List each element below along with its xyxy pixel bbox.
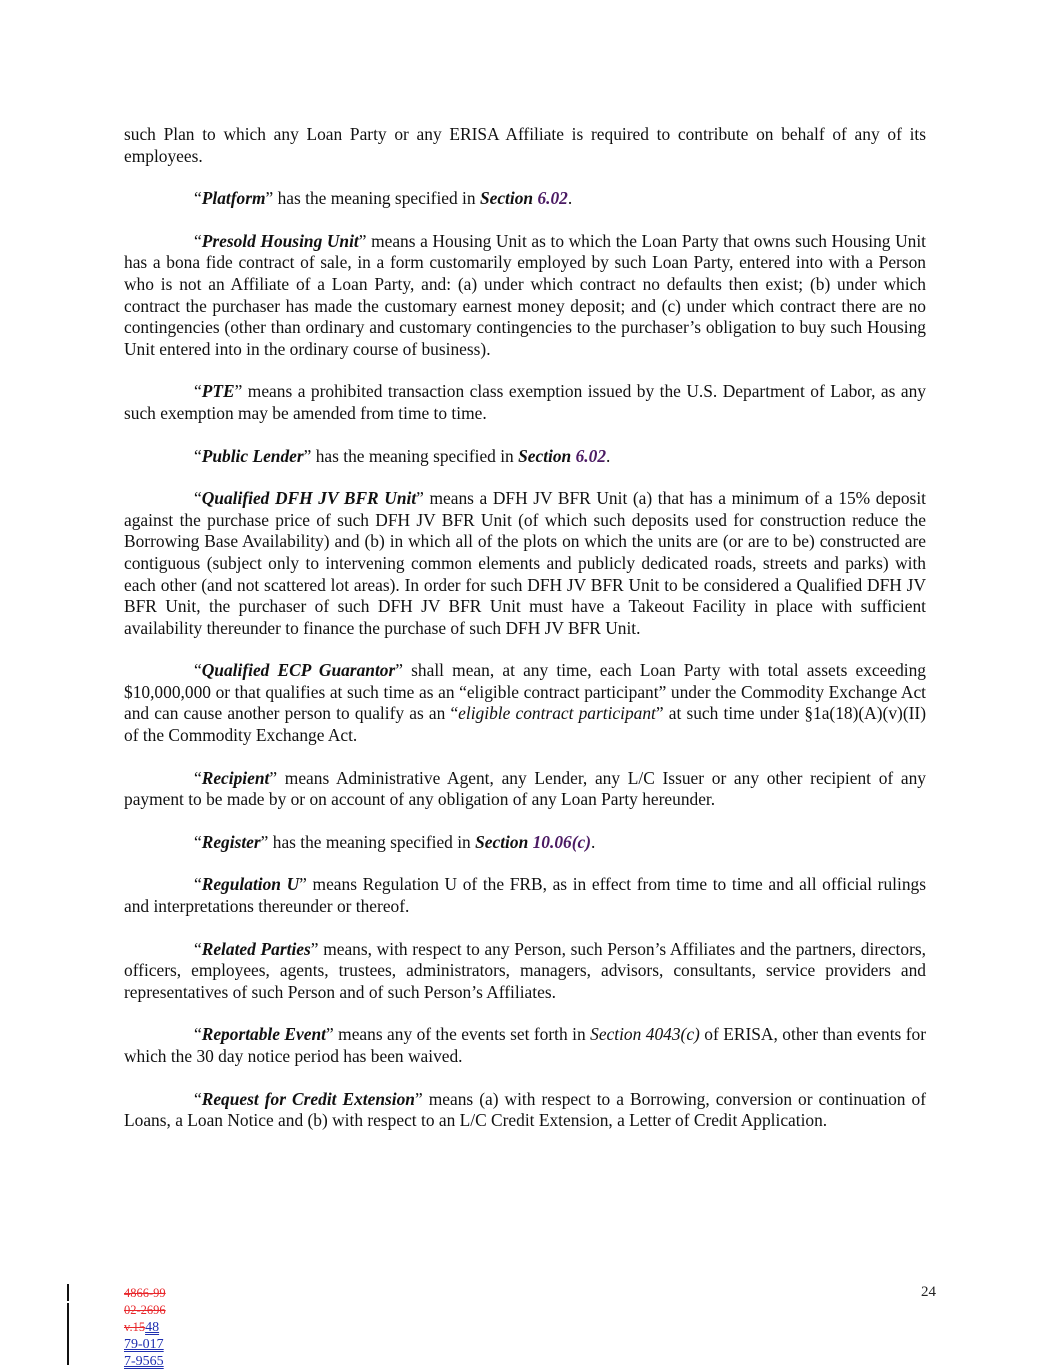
definition-presold-housing-unit: “Presold Housing Unit” means a Housing Unit as to which the Loan Party that owns such Housing Unit has a bona fide contract of sale, in a form customarily employed by such Loan Party, entered into with a Person who is not an Affiliate of a Loan Party, and: (a) under which contract no defaults then exist; (b) under which contract the purchaser has made the customary earnest money deposit; and (c) under which contract there are no contingencies (other than ordinary and customary contingencies to the purchaser’s obligation to buy such Housing Unit entered into in the ordinary course of business).: [124, 230, 926, 359]
italic-phrase: eligible contract participant: [458, 703, 656, 724]
section-reference-label: Section: [475, 831, 533, 852]
definition-related-parties: “Related Parties” means, with respect to any Person, such Person’s Affiliates and the partners, directors, officers, employees, agents, trustees, administrators, managers, advisors, consultants, service providers and representatives of such Person and of such Person’s Affiliates.: [124, 938, 926, 1002]
defined-term: Related Parties: [201, 938, 311, 959]
defined-term: Request for Credit Extension: [201, 1088, 415, 1109]
revision-change-bar: [67, 1303, 69, 1365]
deleted-doc-id-text: v.15: [124, 1320, 146, 1334]
definition-request-for-credit-extension: “Request for Credit Extension” means (a) with respect to a Borrowing, conversion or continuation of Loans, a Loan Notice and (b) with respect to an L/C Credit Extension, a Letter of Credit Application.: [124, 1088, 926, 1131]
defined-term: PTE: [201, 381, 235, 402]
section-link[interactable]: 10.06(c): [532, 831, 592, 852]
deleted-doc-id-text: 02-2696: [124, 1303, 166, 1317]
inserted-doc-id-text: 79-017: [124, 1337, 164, 1352]
document-id-redline: [124, 1285, 166, 1370]
revision-change-bar-top: [67, 1284, 69, 1301]
section-reference-label: Section: [479, 188, 538, 209]
italic-section-reference: Section 4043(c): [590, 1024, 700, 1045]
definition-reportable-event: “Reportable Event” means any of the events set forth in Section 4043(c) of ERISA, other than events for which the 30 day notice period has been waived.: [124, 1024, 927, 1066]
defined-term: Public Lender: [201, 445, 304, 466]
definition-pte: “PTE” means a prohibited transaction class exemption issued by the U.S. Department of Labor, as any such exemption may be amended from time to time.: [124, 381, 926, 423]
inserted-doc-id-text: 7-9565: [124, 1354, 164, 1369]
definition-qualified-ecp-guarantor: “Qualified ECP Guarantor” shall mean, at any time, each Loan Party with total assets exceeding $10,000,000 or that qualifies at such time as an “eligible contract participant” under the Commodity Exchange Act and can cause another person to qualify as an “eligible contract participant” at such time under §1a(18)(A)(v)(II) of the Commodity Exchange Act.: [124, 660, 927, 746]
section-reference-label: Section: [518, 445, 576, 466]
definition-register: “Register” has the meaning specified in Section 10.06(c).: [194, 831, 596, 852]
definition-public-lender: “Public Lender” has the meaning specified in Section 6.02.: [194, 445, 611, 466]
inserted-doc-id-text: 48: [145, 1320, 160, 1335]
definition-recipient: “Recipient” means Administrative Agent, any Lender, any L/C Issuer or any other recipient of any payment to be made by or on account of any obligation of any Loan Party hereunder.: [124, 767, 926, 810]
defined-term: Platform: [201, 188, 266, 209]
deleted-doc-id-text: 4866-99: [124, 1286, 166, 1300]
defined-term: Qualified DFH JV BFR Unit: [201, 488, 417, 509]
section-link[interactable]: 6.02: [575, 445, 607, 466]
section-link[interactable]: 6.02: [537, 188, 568, 209]
definition-platform: “Platform” has the meaning specified in Section 6.02.: [194, 188, 573, 209]
definition-qualified-dfh-jv-bfr-unit: “Qualified DFH JV BFR Unit” means a DFH JV BFR Unit (a) that has a minimum of a 15% deposit against the purchase price of such DFH JV BFR Unit (of which such deposits used for construction reduce the Borrowing Base Availability) and (b) in which all of the plots on which the units are (or are to be) constructed are contiguous (subject only to intervening common elements and publicly dedicated roads, streets and parks) with each other (and not scattered lot areas). In order for such DFH JV BFR Unit to be considered a Qualified DFH JV BFR Unit, the purchaser of such DFH JV BFR Unit must have a Takeout Facility in place with sufficient availability thereunder to finance the purchase of such DFH JV BFR Unit.: [124, 488, 926, 638]
definition-regulation-u: “Regulation U” means Regulation U of the FRB, as in effect from time to time and all official rulings and interpretations thereunder or thereof.: [124, 874, 926, 917]
page-number: 24: [921, 1284, 936, 1300]
defined-term: Regulation U: [201, 874, 300, 895]
defined-term: Reportable Event: [201, 1024, 326, 1045]
defined-term: Qualified ECP Guarantor: [201, 660, 396, 681]
defined-term: Recipient: [201, 767, 270, 788]
defined-term: Presold Housing Unit: [201, 230, 359, 251]
continuation-paragraph: such Plan to which any Loan Party or any ERISA Affiliate is required to contribute on behalf of any of its employees.: [124, 124, 926, 166]
defined-term: Register: [201, 831, 261, 852]
document-page: [124, 124, 926, 1153]
